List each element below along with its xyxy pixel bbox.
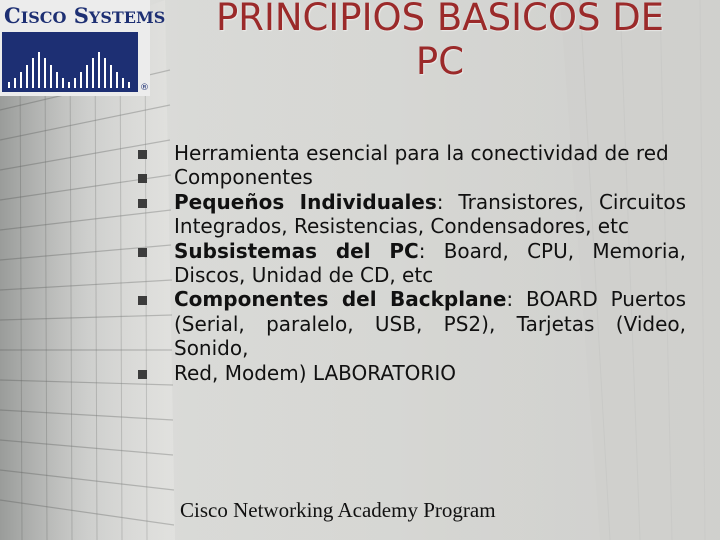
- bullet-item: Red, Modem) LABORATORIO: [138, 361, 686, 385]
- slide-title-line-2: PC: [415, 40, 465, 83]
- square-bullet-icon: [138, 174, 147, 183]
- bullet-item: Herramienta esencial para la conectividad de red: [138, 141, 686, 165]
- bullet-item: Pequeños Individuales: Transistores, Circuitos Integrados, Resistencias, Condensadores, etc: [138, 190, 686, 239]
- square-bullet-icon: [138, 370, 147, 379]
- footer-program-name: Cisco Networking Academy Program: [180, 498, 496, 522]
- square-bullet-icon: [138, 150, 147, 159]
- slide-title-line-1: PRINCIPIOS BASICOS DE: [215, 0, 665, 39]
- bullet-item: Componentes del Backplane: BOARD Puertos (Serial, paralelo, USB, PS2), Tarjetas (Video, Sonido,: [138, 287, 686, 360]
- square-bullet-icon: [138, 199, 147, 208]
- bullet-item: Componentes: [138, 165, 686, 189]
- bullet-item: Subsistemas del PC: Board, CPU, Memoria, Discos, Unidad de CD, etc: [138, 239, 686, 288]
- slide-title: [160, 0, 720, 84]
- cisco-logo: [0, 0, 166, 96]
- cisco-bridge-logo-icon: [2, 32, 150, 94]
- registered-mark: ®: [140, 83, 149, 93]
- bullet-list: [138, 141, 686, 385]
- square-bullet-icon: [138, 248, 147, 257]
- cisco-logo-wordmark: CISCO SYSTEMS: [4, 3, 166, 28]
- square-bullet-icon: [138, 296, 147, 305]
